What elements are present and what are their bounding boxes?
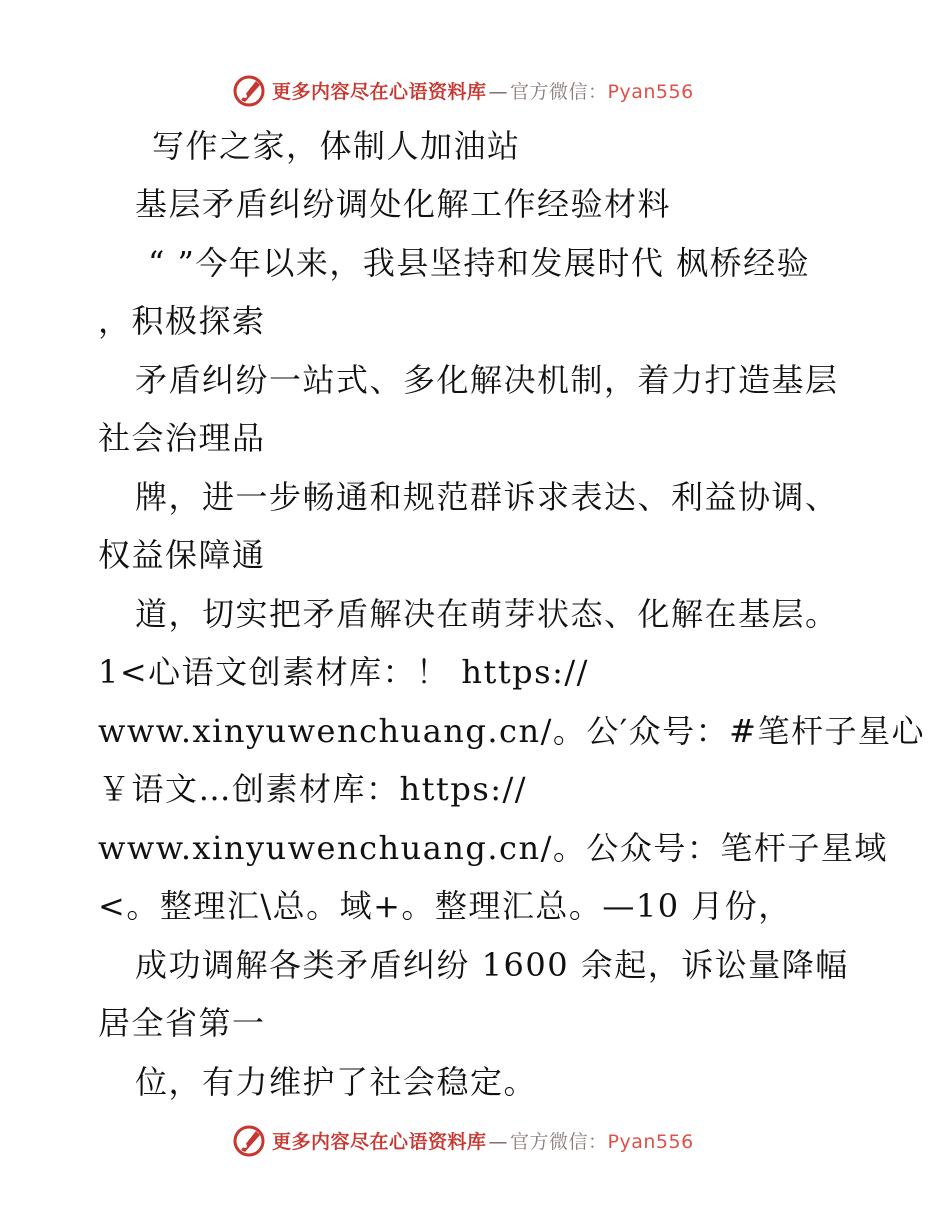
doc-line: 道，切实把矛盾解决在萌芽状态、化解在基层。 (135, 595, 839, 633)
pen-nib-logo-icon (232, 1123, 266, 1157)
doc-line: “ ”今年以来，我县坚持和发展时代 枫桥经验 (148, 244, 811, 282)
doc-line: 居全省第一 (98, 1004, 266, 1042)
doc-line: 牌，进一步畅通和规范群诉求表达、利益协调、 (135, 478, 839, 516)
doc-line: 矛盾纠纷一站式、多化解决机制，着力打造基层 (135, 361, 839, 399)
banner-wechat-label: 官方微信： (510, 1130, 608, 1153)
doc-line: ￥语文…创素材库：https:// (98, 770, 528, 808)
banner-wechat-label: 官方微信： (510, 80, 608, 103)
doc-title: 基层矛盾纠纷调处化解工作经验材料 (135, 185, 672, 223)
banner-main-text: 更多内容尽在心语资料库 (272, 80, 487, 103)
doc-line: 权益保障通 (98, 536, 266, 574)
doc-line: 写作之家，体制人加油站 (152, 127, 521, 165)
doc-line: ，积极探索 (98, 302, 266, 340)
banner-dash: — (488, 1130, 509, 1153)
banner-dash: — (488, 80, 509, 103)
banner-wechat-id: Pyan556 (607, 80, 694, 103)
doc-line: www.xinyuwenchuang.cn/。公众号：笔杆子星域 (98, 829, 888, 867)
banner-wechat-id: Pyan556 (607, 1130, 694, 1153)
banner-main-text: 更多内容尽在心语资料库 (272, 1130, 487, 1153)
doc-line: 社会治理品 (98, 419, 266, 457)
doc-line: 成功调解各类矛盾纠纷 1600 余起，诉讼量降幅 (135, 946, 849, 984)
header-banner (232, 72, 694, 108)
pen-nib-logo-icon (232, 73, 266, 107)
doc-line: <。整理汇\总。域+。整理汇总。—10 月份， (98, 887, 792, 925)
doc-line: www.xinyuwenchuang.cn/。公′众号：#笔杆子星心 (98, 712, 925, 750)
footer-banner (232, 1122, 694, 1158)
doc-line: 1<心语文创素材库：！ https:// (98, 653, 589, 691)
doc-line: 位，有力维护了社会稳定。 (135, 1063, 538, 1101)
